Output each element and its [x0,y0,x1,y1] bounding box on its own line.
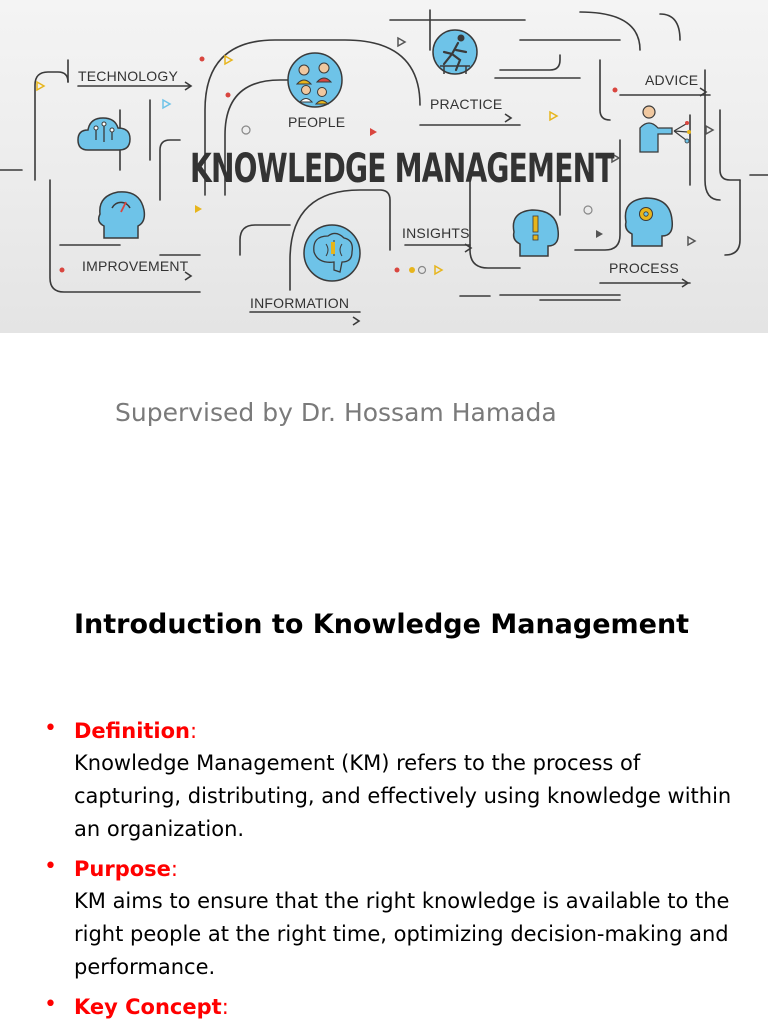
label-improvement: IMPROVEMENT [82,258,189,274]
improvement-head-icon [99,192,145,238]
bullet-dot: • [44,854,57,879]
supervisor-line: Supervised by Dr. Hossam Hamada [115,398,557,427]
label-practice: PRACTICE [430,96,503,112]
bullet-term: Definition [74,719,191,743]
label-process: PROCESS [609,260,679,276]
bullet-colon: : [170,857,178,881]
section-title: Introduction to Knowledge Management [74,609,690,640]
advice-person-icon [640,106,691,152]
bullet-dot: • [44,716,57,741]
bullet-term: Key Concept [74,995,222,1019]
bullet-definition [44,716,744,846]
bullet-text: Knowledge Management (KM) refers to the process of capturing, distributing, and effectively using knowledge within an organization. [74,751,732,841]
cloud-icon [78,118,130,150]
bullet-key-concept [44,992,744,1023]
bullet-term: Purpose [74,857,171,881]
bullet-purpose [44,854,744,984]
bullet-text: KM aims to ensure that the right knowledge is available to the right people at the right time, optimizing decision-making and performance. [74,889,730,979]
label-technology: TECHNOLOGY [78,68,179,84]
label-advice: ADVICE [645,72,699,88]
bullet-list [44,716,744,1031]
information-brain-icon [304,225,360,281]
people-icon [288,53,342,107]
label-information: INFORMATION [250,295,350,311]
insights-head-icon [513,210,558,256]
label-insights: INSIGHTS [402,225,470,241]
practice-runner-icon [433,30,477,74]
banner-title: KNOWLEDGE MANAGEMENT [190,146,614,192]
bullet-colon: : [221,995,229,1019]
bullet-colon: : [190,719,198,743]
process-head-icon [625,198,672,246]
label-people: PEOPLE [288,114,346,130]
bullet-dot: • [44,992,57,1017]
header-illustration [0,0,768,333]
